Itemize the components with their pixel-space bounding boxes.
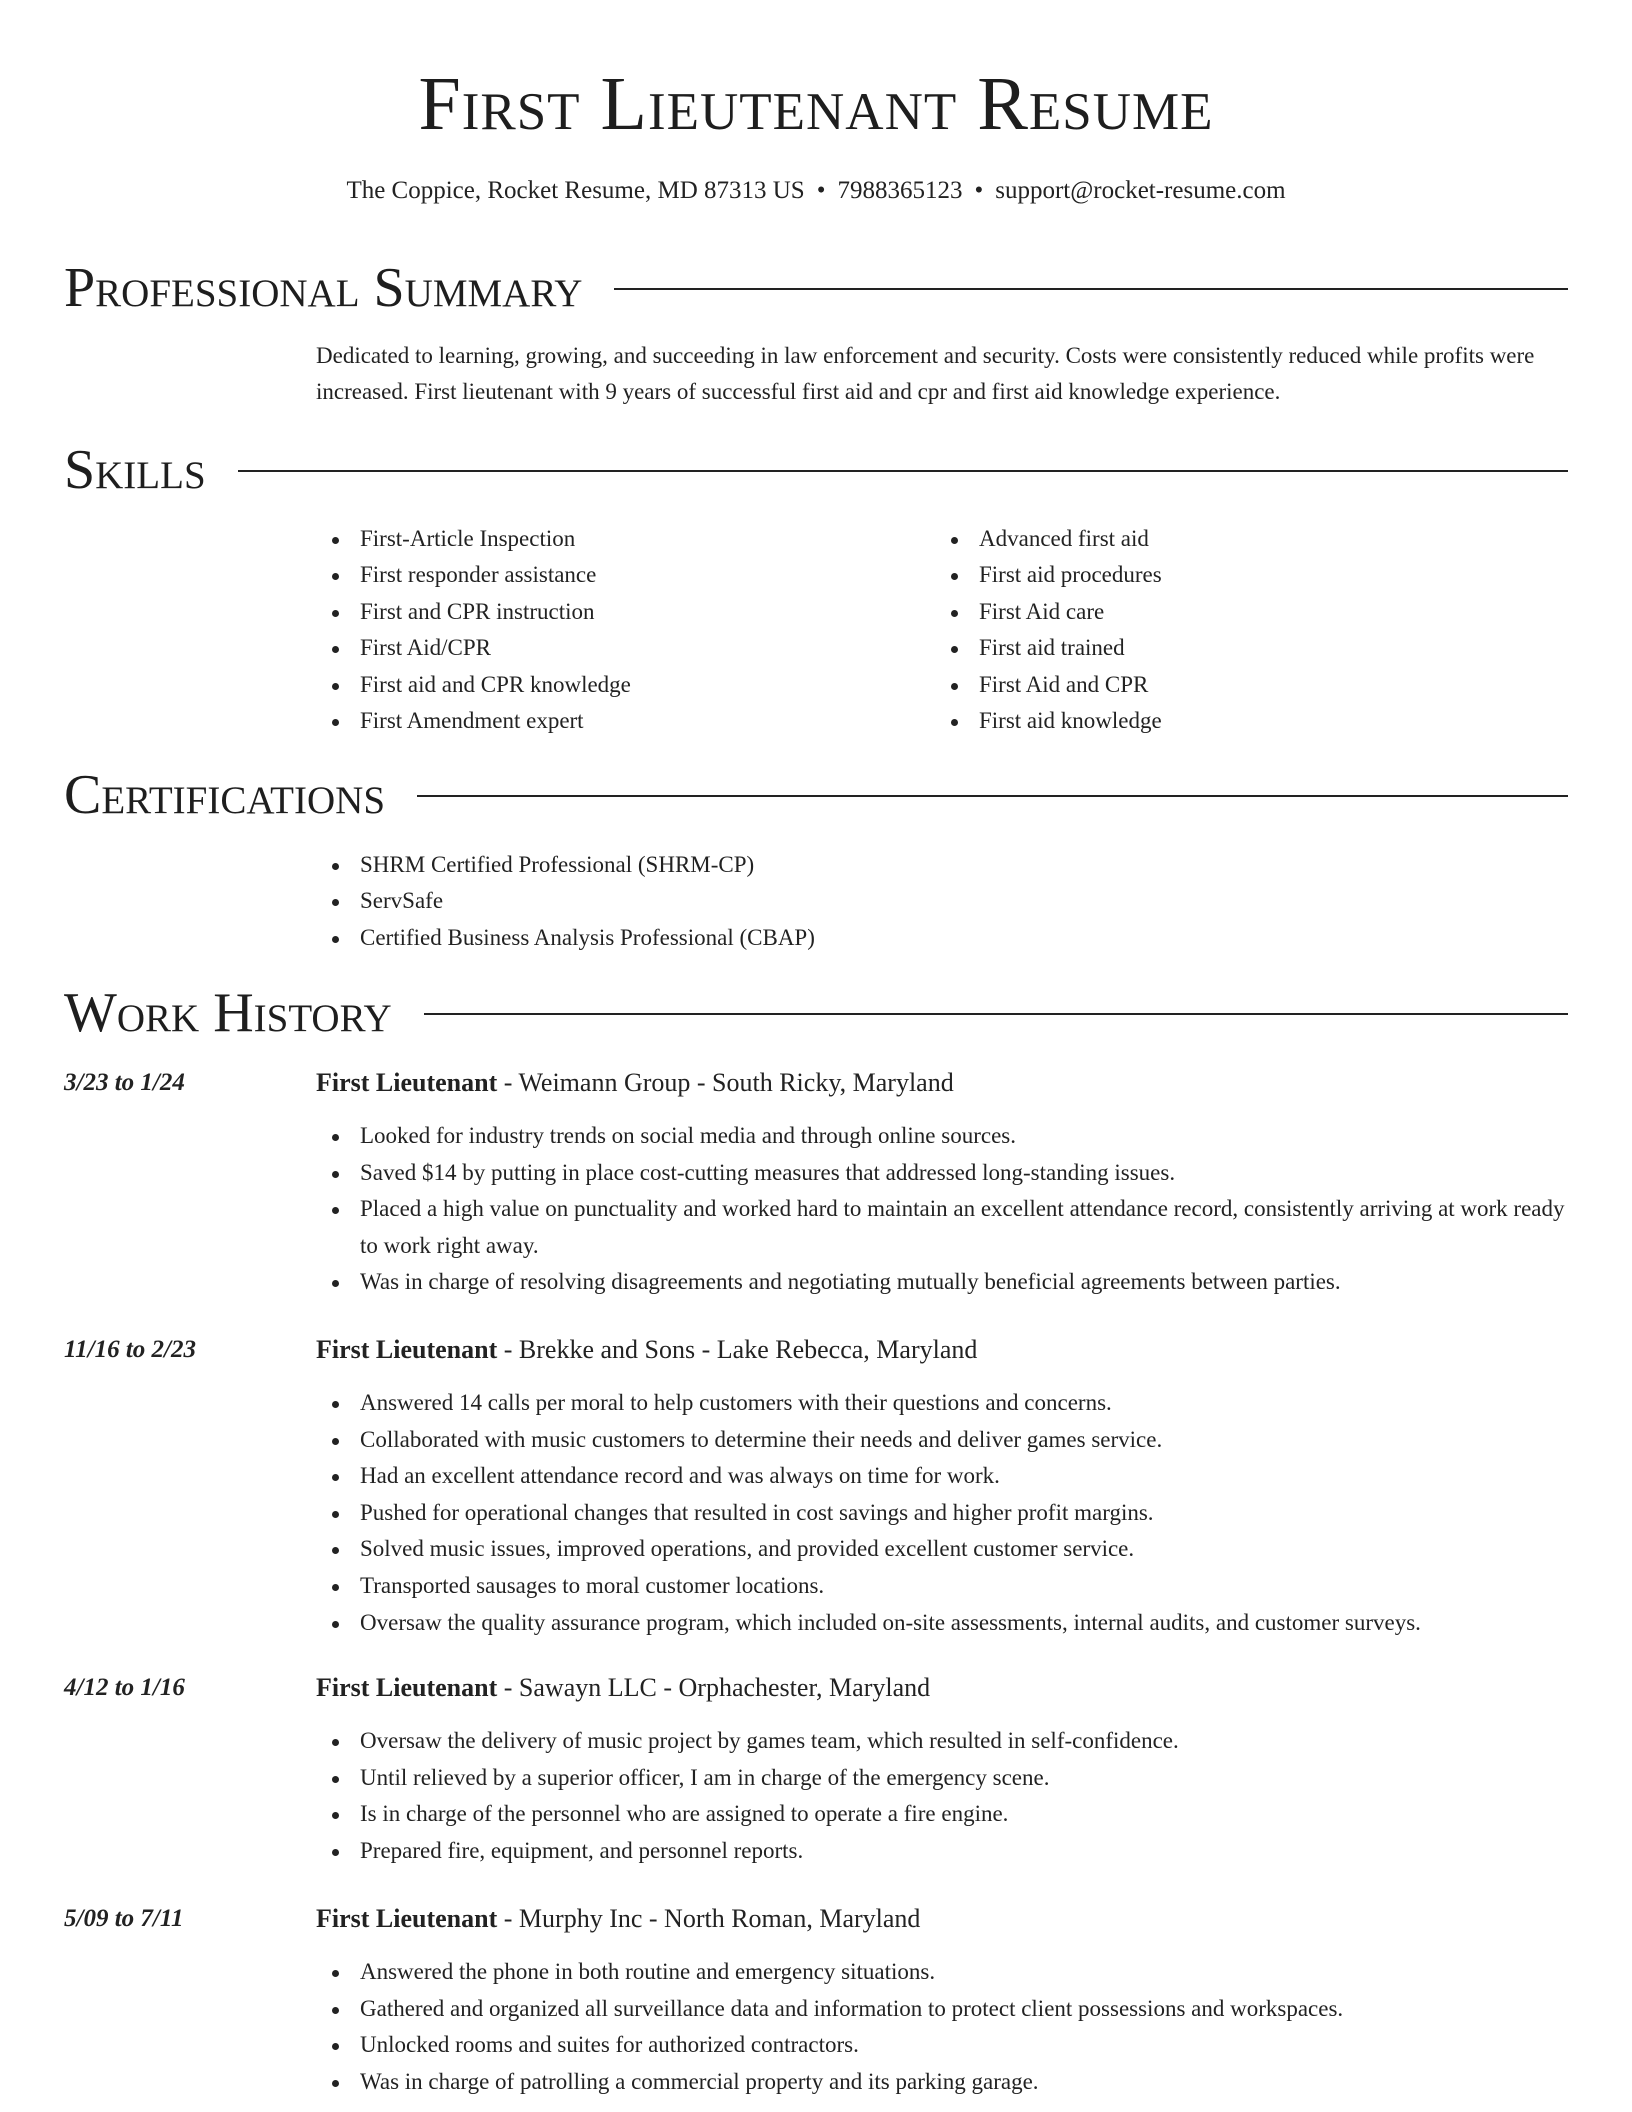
job-role: First Lieutenant [316, 1068, 498, 1097]
job-duty: Saved $14 by putting in place cost-cutting measures that addressed long-standing issues. [316, 1155, 1580, 1192]
job-duties [316, 1385, 1580, 1641]
skill-item: First responder assistance [316, 557, 896, 593]
job-duty: Is in charge of the personnel who are assigned to operate a fire engine. [316, 1796, 1580, 1833]
skill-item: First aid trained [935, 630, 1555, 666]
job-duty: Pushed for operational changes that resulted in cost savings and higher profit margins. [316, 1495, 1580, 1532]
job-duty: Oversaw the delivery of music project by games team, which resulted in self-confidence. [316, 1723, 1580, 1760]
section-title: Work History [64, 982, 392, 1044]
skills-column-left [316, 521, 896, 739]
section-divider [238, 470, 1568, 472]
summary-text: Dedicated to learning, growing, and succeeding in law enforcement and security. Costs were consistently reduced while profits were increased. First lieutenant with 9 years of successful first aid and cpr and first aid knowledge experience. [316, 343, 1535, 404]
section-header-skills [64, 438, 1568, 502]
job-duty: Transported sausages to moral customer locations. [316, 1568, 1580, 1605]
job-duty: Collaborated with music customers to determine their needs and deliver games service. [316, 1422, 1580, 1459]
section-divider [424, 1013, 1568, 1015]
job-duty: Looked for industry trends on social media and through online sources. [316, 1118, 1580, 1155]
job-title [316, 1902, 920, 1936]
skill-item: First Aid and CPR [935, 667, 1555, 703]
contact-phone: 7988365123 [837, 177, 963, 204]
job-duties [316, 1954, 1580, 2100]
skill-item: First Amendment expert [316, 703, 896, 739]
section-title: Skills [64, 439, 206, 501]
job-duty: Gathered and organized all surveillance data and information to protect client possessions and workspaces. [316, 1991, 1580, 2028]
job-duty: Until relieved by a superior officer, I am in charge of the emergency scene. [316, 1760, 1580, 1797]
job-employer: - Murphy Inc - North Roman, Maryland [497, 1904, 921, 1933]
job-duty: Oversaw the quality assurance program, which included on-site assessments, internal audits, and customer surveys. [316, 1605, 1580, 1642]
section-title: Professional Summary [64, 257, 583, 319]
job-duty: Placed a high value on punctuality and worked hard to maintain an excellent attendance record, consistently arriving at work ready to work right away. [316, 1191, 1580, 1264]
job-duty: Answered 14 calls per moral to help customers with their questions and concerns. [316, 1385, 1580, 1422]
job-dates: 5/09 to 7/11 [64, 1905, 184, 1932]
section-header-work-history [64, 981, 1568, 1045]
contact-separator: • [816, 177, 826, 204]
job-duty: Unlocked rooms and suites for authorized contractors. [316, 2027, 1580, 2064]
job-title [316, 1333, 977, 1367]
contact-separator: • [974, 177, 984, 204]
job-employer: - Brekke and Sons - Lake Rebecca, Maryland [497, 1335, 978, 1364]
section-divider [614, 288, 1568, 290]
contact-line [0, 175, 1632, 207]
job-dates: 11/16 to 2/23 [64, 1336, 196, 1363]
skill-item: First Aid care [935, 594, 1555, 630]
job-duty: Answered the phone in both routine and emergency situations. [316, 1954, 1580, 1991]
job-dates: 4/12 to 1/16 [64, 1674, 185, 1701]
job-duty: Prepared fire, equipment, and personnel reports. [316, 1833, 1580, 1870]
skill-item: First aid and CPR knowledge [316, 667, 896, 703]
job-duty: Was in charge of resolving disagreements and negotiating mutually beneficial agreements between parties. [316, 1264, 1580, 1301]
job-employer: - Sawayn LLC - Orphachester, Maryland [497, 1673, 931, 1702]
section-title: Certifications [64, 764, 386, 826]
job-role: First Lieutenant [316, 1904, 498, 1933]
job-duty: Was in charge of patrolling a commercial property and its parking garage. [316, 2064, 1580, 2101]
resume-title: First Lieutenant Resume [418, 62, 1214, 146]
job-duty: Solved music issues, improved operations, and provided excellent customer service. [316, 1531, 1580, 1568]
section-divider [417, 795, 1568, 797]
job-duties [316, 1118, 1580, 1301]
section-header-summary [64, 256, 1568, 320]
certifications-list [316, 847, 1576, 956]
skill-item: First Aid/CPR [316, 630, 896, 666]
contact-email: support@rocket-resume.com [995, 177, 1286, 204]
job-title [316, 1671, 930, 1705]
job-duties [316, 1723, 1580, 1869]
skill-item: First-Article Inspection [316, 521, 896, 557]
skill-item: First aid knowledge [935, 703, 1555, 739]
certification-item: ServSafe [316, 883, 1576, 919]
certification-item: SHRM Certified Professional (SHRM-CP) [316, 847, 1576, 883]
job-duty: Had an excellent attendance record and was always on time for work. [316, 1458, 1580, 1495]
contact-address: The Coppice, Rocket Resume, MD 87313 US [346, 177, 805, 204]
section-header-certifications [64, 763, 1568, 827]
skill-item: First aid procedures [935, 557, 1555, 593]
certification-item: Certified Business Analysis Professional (CBAP) [316, 920, 1576, 956]
skill-item: Advanced first aid [935, 521, 1555, 557]
job-role: First Lieutenant [316, 1335, 498, 1364]
job-employer: - Weimann Group - South Ricky, Maryland [497, 1068, 954, 1097]
job-role: First Lieutenant [316, 1673, 498, 1702]
job-title [316, 1066, 954, 1100]
job-dates: 3/23 to 1/24 [64, 1069, 185, 1096]
skill-item: First and CPR instruction [316, 594, 896, 630]
skills-column-right [935, 521, 1555, 739]
